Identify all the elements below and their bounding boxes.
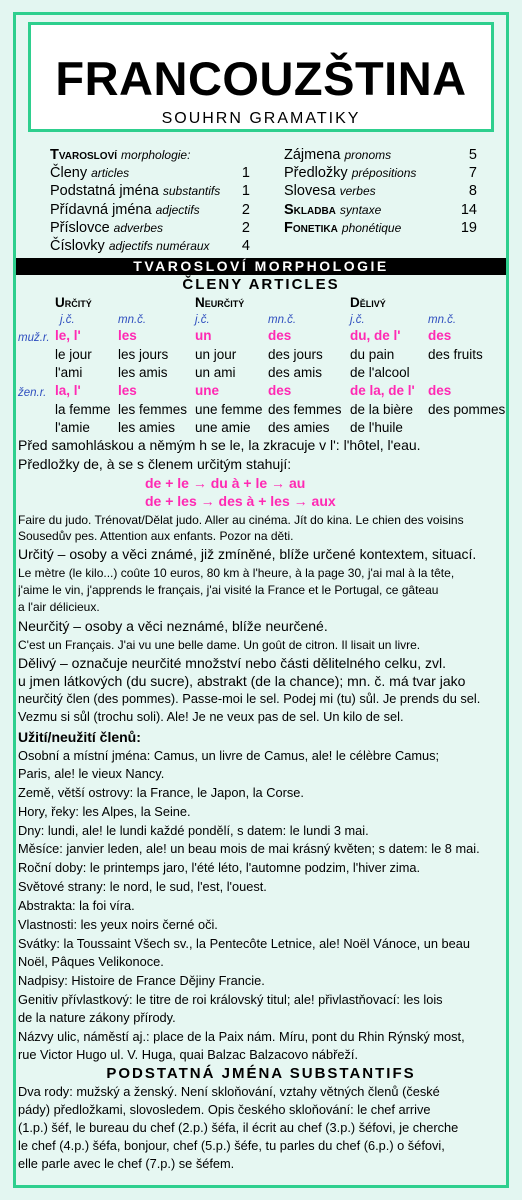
text-line: de la nature zákony přírody. bbox=[18, 1010, 176, 1025]
text-line: pády) předložkami, slovosledem. Opis českého skloňování: le chef arrive bbox=[18, 1102, 431, 1117]
text-line: Svátky: la Toussaint Všech sv., la Pentecôte Letnice, ale! Noël Vánoce, un beau bbox=[18, 936, 470, 951]
text-line: Hory, řeky: les Alpes, la Seine. bbox=[18, 804, 191, 819]
toc-item[interactable]: Tvarosloví morphologie: bbox=[50, 147, 191, 163]
text-line: Dva rody: mužský a ženský. Není skloňování, vztahy větných členů (české bbox=[18, 1084, 440, 1099]
example: une amie bbox=[195, 420, 251, 435]
example: des fruits bbox=[428, 347, 483, 362]
text-line: elle parle avec le chef (7.p.) se šéfem. bbox=[18, 1156, 235, 1171]
text-line: Roční doby: le printemps jaro, l'été léto, l'automne podzim, l'hiver zima. bbox=[18, 860, 421, 875]
example: de la bière bbox=[350, 402, 414, 417]
text-line: Noël, Pâques Velikonoce. bbox=[18, 954, 164, 969]
text-line: Názvy ulic, náměstí aj.: place de la Paix nám. Míru, pont du Rhin Rýnský most, bbox=[18, 1029, 465, 1044]
example: l'amie bbox=[55, 420, 90, 435]
example: des pommes bbox=[428, 402, 506, 417]
text-line: Neurčitý – osoby a věci neznámé, blíže neurčené. bbox=[18, 618, 328, 634]
subheading-usage: Užití/neužití členů: bbox=[18, 729, 141, 745]
text-line: Osobní a místní jména: Camus, un livre de Camus, ale! le célèbre Camus; bbox=[18, 748, 440, 763]
article-form: du, de l' bbox=[350, 328, 401, 343]
text-line: (1.p.) šéf, le bureau du chef (2.p.) šéfa, il écrit au chef (3.p.) šéfovi, je cherche bbox=[18, 1120, 459, 1135]
toc-right bbox=[284, 146, 477, 237]
text-line: u jmen látkových (du sucre), abstrakt (de la chance); mn. č. má tvar jako bbox=[18, 673, 466, 689]
text-line: Dny: lundi, ale! le lundi každé pondělí, s datem: le lundi 3 mai. bbox=[18, 823, 369, 838]
number-label: mn.č. bbox=[118, 314, 147, 326]
text-line: Genitiv přívlastkový: le titre de roi královský titul; ale! přivlastňovací: les lois bbox=[18, 992, 443, 1007]
example: de l'huile bbox=[350, 420, 403, 435]
article-form: des bbox=[428, 328, 452, 343]
text-line: Před samohláskou a němým h se le, la zkracuje v l': l'hôtel, l'eau. bbox=[18, 437, 421, 453]
example: de l'alcool bbox=[350, 365, 410, 380]
toc-item[interactable]: Slovesa verbes 8 bbox=[284, 183, 477, 200]
text-line: Faire du judo. Trénovat/Dělat judo. Aller au cinéma. Jít do kina. Le chien des voisins bbox=[18, 513, 464, 527]
example: des amies bbox=[268, 420, 330, 435]
number-label: j.č. bbox=[195, 314, 210, 326]
article-form: des bbox=[268, 328, 292, 343]
toc-item[interactable]: Předložky prépositions 7 bbox=[284, 165, 477, 182]
example: des amis bbox=[268, 365, 323, 380]
section-heading-substantifs: PODSTATNÁ JMÉNA SUBSTANTIFS bbox=[106, 1065, 416, 1082]
number-label: mn.č. bbox=[268, 314, 297, 326]
page-subtitle: SOUHRN GRAMATIKY bbox=[161, 110, 361, 127]
text-line: Abstrakta: la foi víra. bbox=[18, 898, 135, 913]
toc-item[interactable]: Zájmena pronoms 5 bbox=[284, 147, 477, 163]
example: la femme bbox=[55, 402, 111, 417]
toc-item[interactable]: Členy articles 1 bbox=[50, 165, 250, 182]
example: l'ami bbox=[55, 365, 83, 380]
example: des jours bbox=[268, 347, 323, 362]
number-label: j.č. bbox=[350, 314, 365, 326]
text-line: neurčitý člen (des pommes). Passe-moi le sel. Podej mi (tu) sůl. Je prends du sel. bbox=[18, 691, 481, 706]
toc-left bbox=[50, 146, 250, 255]
article-form: de la, de l' bbox=[350, 383, 415, 398]
toc-item[interactable]: Skladba syntaxe 14 bbox=[284, 201, 477, 218]
feminine-label: žen.r. bbox=[18, 387, 47, 399]
table-header-definite: Určitý bbox=[55, 295, 92, 310]
text-line: Vlastnosti: les yeux noirs černé oči. bbox=[18, 917, 218, 932]
text-line: a l'air délicieux. bbox=[18, 600, 100, 614]
text-line: Předložky de, à se s členem určitým stahují: bbox=[18, 456, 292, 472]
text-line: Světové strany: le nord, le sud, l'est, l'ouest. bbox=[18, 879, 267, 894]
text-line: le chef (4.p.) šéfa, bonjour, chef (5.p.) šéfe, tu parles du chef (6.p.) o šéfovi, bbox=[18, 1138, 445, 1153]
article-form: des bbox=[428, 383, 452, 398]
page-title: FRANCOUZŠTINA bbox=[55, 52, 467, 105]
toc-item[interactable]: Přídavná jména adjectifs 2 bbox=[50, 201, 250, 218]
text-line: Paris, ale! le vieux Nancy. bbox=[18, 766, 165, 781]
text-line: C'est un Français. J'ai vu une belle dame. Un goût de citron. Il lisait un livre. bbox=[18, 638, 421, 652]
text-line: Země, větší ostrovy: la France, le Japon, la Corse. bbox=[18, 785, 304, 800]
article-form: les bbox=[118, 383, 137, 398]
text-line: Vezmu si sůl (trochu soli). Ale! Je ne veux pas de sel. Un kilo de sel. bbox=[18, 709, 404, 724]
number-label: mn.č. bbox=[428, 314, 457, 326]
text-line: Sousedův pes. Attention aux enfants. Pozor na děti. bbox=[18, 529, 294, 543]
contraction-line: de + le → du à + le → au bbox=[145, 475, 306, 491]
article-form: des bbox=[268, 383, 292, 398]
title-box bbox=[28, 22, 494, 132]
article-form: les bbox=[118, 328, 137, 343]
example: un jour bbox=[195, 347, 237, 362]
text-line: Dělivý – označuje neurčité množství nebo části dělitelného celku, zvl. bbox=[18, 655, 446, 671]
number-label: j.č. bbox=[60, 314, 75, 326]
section-band-morphology: TVAROSLOVÍ MORPHOLOGIE bbox=[16, 258, 506, 275]
toc-item[interactable]: Fonetika phonétique 19 bbox=[284, 219, 477, 236]
example: des femmes bbox=[268, 402, 342, 417]
article-form: un bbox=[195, 328, 212, 343]
table-header-indefinite: Neurčitý bbox=[195, 295, 245, 310]
toc-item[interactable]: Příslovce adverbes 2 bbox=[50, 219, 250, 236]
example: les amies bbox=[118, 420, 176, 435]
text-line: rue Victor Hugo ul. V. Huga, quai Balzac Balzacovo nábřeží. bbox=[18, 1047, 359, 1062]
example: une femme bbox=[195, 402, 263, 417]
contraction-line: de + les → des à + les → aux bbox=[145, 493, 336, 509]
table-header-partitive: Dělivý bbox=[350, 295, 386, 310]
article-form: une bbox=[195, 383, 220, 398]
text-line: Le mètre (le kilo...) coûte 10 euros, 80 km à l'heure, à la page 30, j'ai mal à la tête, bbox=[18, 566, 455, 580]
text-line: Měsíce: janvier leden, ale! un beau mois de mai krásný květen; s datem: le 8 mai. bbox=[18, 841, 480, 856]
example: les amis bbox=[118, 365, 168, 380]
text-line: Určitý – osoby a věci známé, již zmíněné, blíže určené kontextem, situací. bbox=[18, 546, 477, 562]
text-line: Nadpisy: Histoire de France Dějiny Francie. bbox=[18, 973, 265, 988]
article-form: la, l' bbox=[55, 383, 81, 398]
toc-item[interactable]: Číslovky adjectifs numéraux 4 bbox=[50, 238, 250, 255]
article-form: le, l' bbox=[55, 328, 81, 343]
toc-item[interactable]: Podstatná jména substantifs 1 bbox=[50, 183, 250, 200]
example: les femmes bbox=[118, 402, 188, 417]
section-heading-articles: ČLENY ARTICLES bbox=[182, 276, 340, 293]
text-line: j'aime le vin, j'apprends le français, j'ai visité la France et le Portugal, ce gâteau bbox=[18, 583, 439, 597]
example: les jours bbox=[118, 347, 169, 362]
example: du pain bbox=[350, 347, 395, 362]
example: le jour bbox=[55, 347, 92, 362]
example: un ami bbox=[195, 365, 236, 380]
masculine-label: muž.r. bbox=[18, 332, 50, 344]
